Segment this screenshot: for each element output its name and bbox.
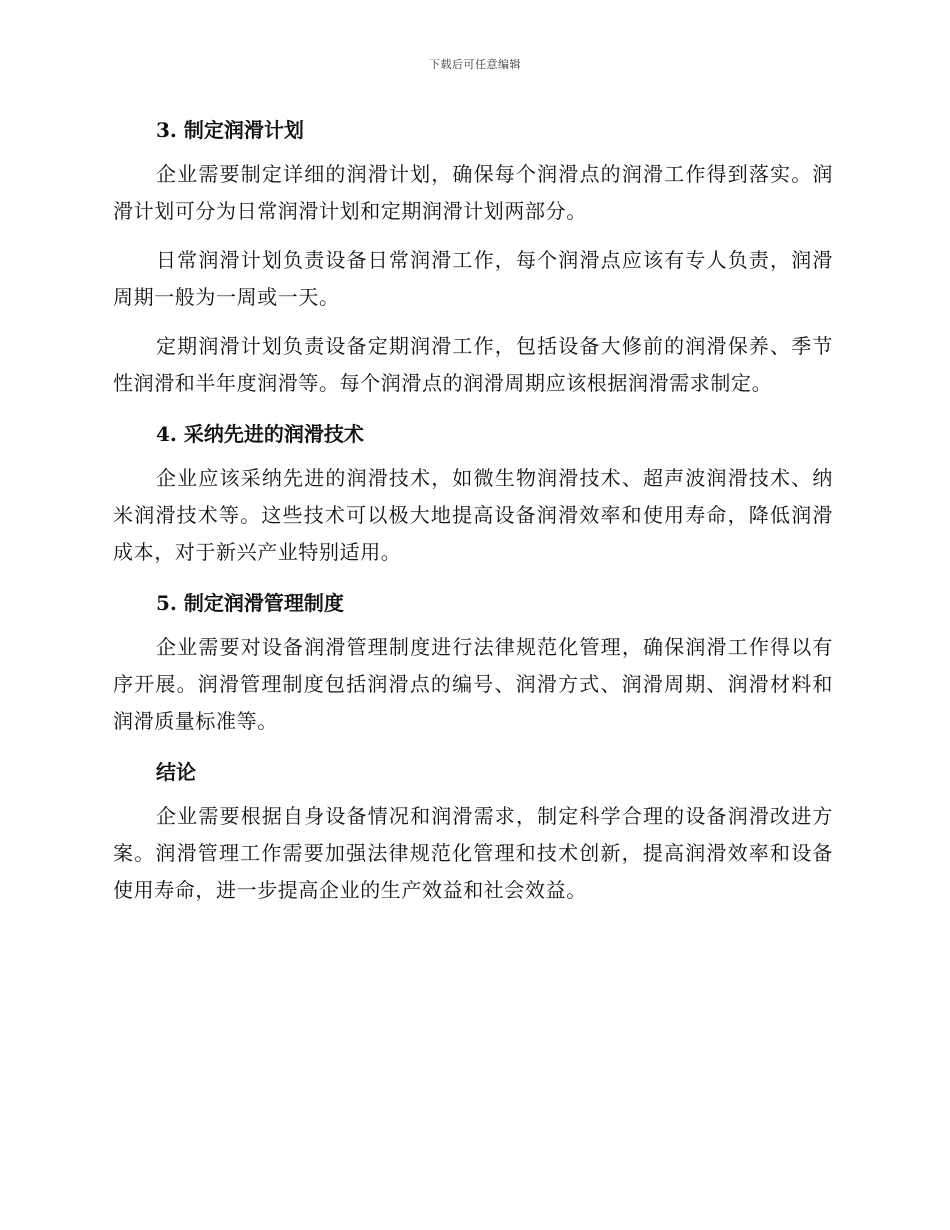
paragraph: 企业需要制定详细的润滑计划，确保每个润滑点的润滑工作得到落实。润滑计划可分为日常润滑计划和定期润滑计划两部分。 [113, 162, 833, 223]
paragraph: 定期润滑计划负责设备定期润滑工作，包括设备大修前的润滑保养、季节性润滑和半年度润滑等。每个润滑点的润滑周期应该根据润滑需求制定。 [113, 334, 833, 395]
paragraph: 企业应该采纳先进的润滑技术，如微生物润滑技术、超声波润滑技术、纳米润滑技术等。这些技术可以极大地提高设备润滑效率和使用寿命，降低润滑成本，对于新兴产业特别适用。 [113, 466, 833, 564]
paragraph: 企业需要对设备润滑管理制度进行法律规范化管理，确保润滑工作得以有序开展。润滑管理制度包括润滑点的编号、润滑方式、润滑周期、润滑材料和润滑质量标准等。 [113, 635, 833, 733]
section-heading: 结论 [156, 760, 196, 784]
section-heading: 4. 采纳先进的润滑技术 [156, 422, 364, 446]
section-heading: 5. 制定润滑管理制度 [156, 591, 344, 615]
section-advanced-technology [113, 414, 833, 571]
section-heading: 3. 制定润滑计划 [156, 118, 304, 142]
document-body [113, 110, 833, 921]
page-header-note: 下载后可任意编辑 [429, 58, 521, 71]
paragraph: 日常润滑计划负责设备日常润滑工作，每个润滑点应该有专人负责，润滑周期一般为一周或一天。 [113, 248, 833, 309]
paragraph: 企业需要根据自身设备情况和润滑需求，制定科学合理的设备润滑改进方案。润滑管理工作需要加强法律规范化管理和技术创新，提高润滑效率和设备使用寿命，进一步提高企业的生产效益和社会效益。 [113, 804, 833, 902]
section-conclusion [113, 752, 833, 909]
section-lubrication-plan [113, 110, 833, 402]
section-management-system [113, 583, 833, 740]
